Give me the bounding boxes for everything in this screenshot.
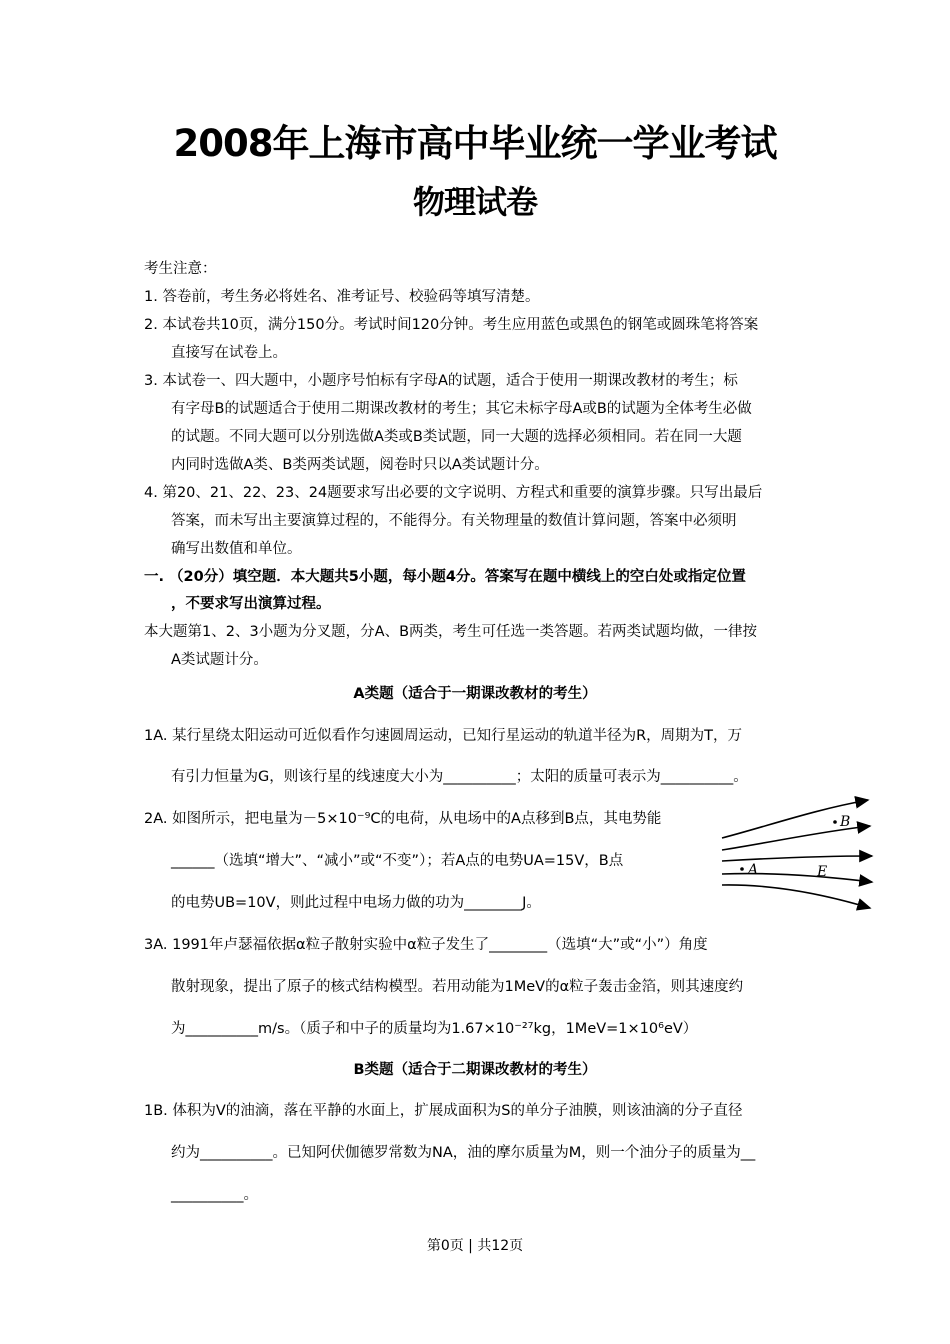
point-b-dot: [833, 820, 837, 824]
field-line-3: [722, 856, 872, 861]
section-heading: 一. （20分）填空题．本大题共5小题，每小题4分。答案写在题中横线上的空白处或指定位置: [144, 569, 746, 585]
notice-line-9: 答案，而未写出主要演算过程的，不能得分。有关物理量的数值计算问题，答案中必须明: [171, 513, 737, 529]
notice-line-4: 3. 本试卷一、四大题中，小题序号怕标有字母A的试题，适合于使用一期课改教材的考生；标: [144, 373, 738, 389]
point-a-label: A: [748, 862, 759, 878]
field-line-4: [722, 873, 872, 882]
field-e-label: E: [817, 864, 828, 880]
page-footer: 第0页 | 共12页: [426, 1238, 524, 1254]
section-heading-cont: ，不要求写出演算过程。: [171, 596, 331, 612]
question-2a-cont2: 的电势UB=10V，则此过程中电场力做的功为________J。: [171, 895, 541, 911]
notice-line-2: 2. 本试卷共10页，满分150分。考试时间120分钟。考生应用蓝色或黑色的钢笔或圆珠笔将答案: [144, 317, 759, 333]
notice-line-7: 内同时选做A类、B类两类试题，阅卷时只以A类试题计分。: [171, 457, 549, 473]
notice-line-3: 直接写在试卷上。: [171, 345, 287, 361]
question-1b-cont2: __________。: [171, 1187, 258, 1203]
question-1a-cont: 有引力恒量为G，则该行星的线速度大小为__________；太阳的质量可表示为__________。: [171, 769, 748, 785]
question-3a: 3A. 1991年卢瑟福依据α粒子散射实验中α粒子发生了________（选填“大”或“小”）角度: [144, 937, 708, 953]
notice-line-8: 4. 第20、21、22、23、24题要求写出必要的文字说明、方程式和重要的演算步骤。只写出最后: [144, 485, 763, 501]
section-intro-cont: A类试题计分。: [171, 652, 268, 668]
field-line-5: [722, 885, 870, 908]
notice-heading: 考生注意：: [144, 261, 217, 277]
notice-line-6: 的试题。不同大题可以分别选做A类或B类试题，同一大题的选择必须相同。若在同一大题: [171, 429, 742, 445]
question-2a-cont: ______（选填“增大”、“减小”或“不变”）；若A点的电势UA=15V，B点: [171, 853, 624, 869]
group-b-heading: B类题（适合于二期课改教材的考生）: [353, 1062, 597, 1078]
exam-title: 2008年上海市高中毕业统一学业考试: [173, 122, 777, 165]
question-3a-cont: 散射现象，提出了原子的核式结构模型。若用动能为1MeV的α粒子轰击金箔，则其速度约: [171, 979, 744, 995]
notice-line-5: 有字母B的试题适合于使用二期课改教材的考生；其它未标字母A或B的试题为全体考生必做: [171, 401, 752, 417]
exam-subtitle: 物理试卷: [412, 183, 537, 221]
notice-line-10: 确写出数值和单位。: [171, 541, 302, 557]
question-2a: 2A. 如图所示，把电量为－5×10⁻⁹C的电荷，从电场中的A点移到B点，其电势能: [144, 811, 662, 827]
question-1a: 1A. 某行星绕太阳运动可近似看作匀速圆周运动，已知行星运动的轨道半径为R，周期为T，万: [144, 728, 743, 744]
point-b-label: B: [840, 814, 851, 830]
group-a-heading: A类题（适合于一期课改教材的考生）: [353, 686, 597, 702]
notice-line-1: 1. 答卷前，考生务必将姓名、准考证号、校验码等填写清楚。: [144, 289, 540, 305]
section-intro: 本大题第1、2、3小题为分叉题，分A、B两类，考生可任选一类答题。若两类试题均做，一律按: [144, 624, 758, 640]
question-1b: 1B. 体积为V的油滴，落在平静的水面上，扩展成面积为S的单分子油膜，则该油滴的分子直径: [144, 1103, 743, 1119]
electric-field-diagram: [718, 796, 878, 916]
point-a-dot: [740, 867, 744, 871]
question-3a-cont2: 为__________m/s。（质子和中子的质量均为1.67×10⁻²⁷kg，1MeV=1×10⁶eV）: [171, 1021, 698, 1037]
question-1b-cont: 约为__________。已知阿伏伽德罗常数为NA，油的摩尔质量为M，则一个油分子的质量为__: [171, 1145, 756, 1161]
